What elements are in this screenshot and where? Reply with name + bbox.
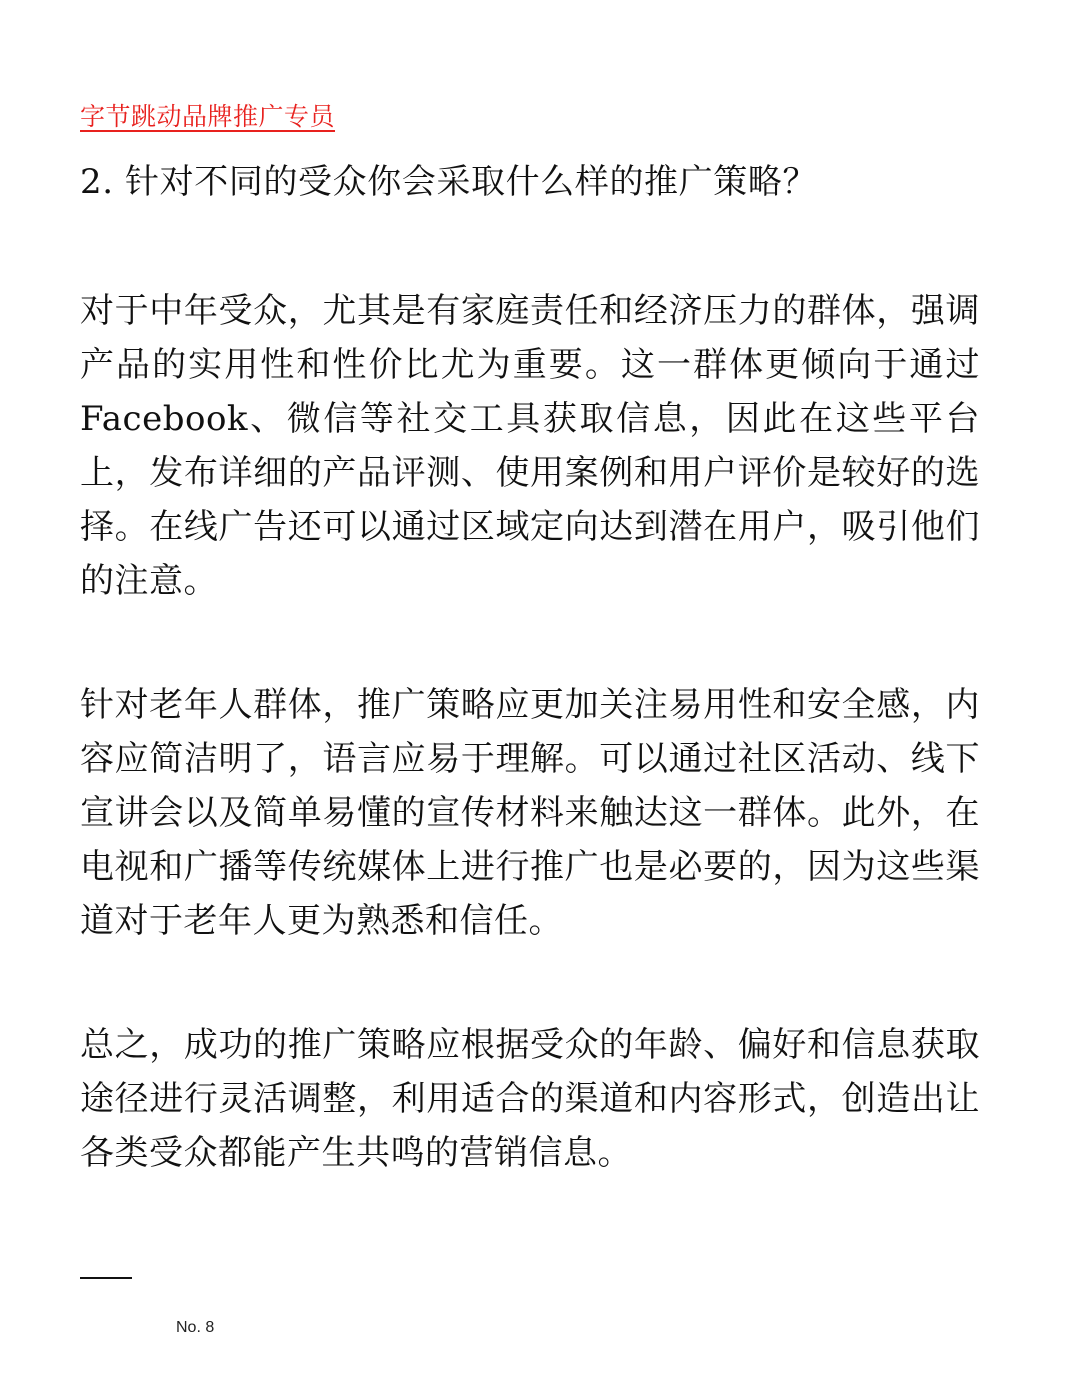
page-number: No. 8 bbox=[176, 1319, 215, 1336]
question-heading: 2. 针对不同的受众你会采取什么样的推广策略？ bbox=[80, 162, 818, 202]
answer-paragraph-summary: 总之，成功的推广策略应根据受众的年龄、偏好和信息获取途径进行灵活调整，利用适合的渠道和内容形式，创造出让各类受众都能产生共鸣的营销信息。 bbox=[80, 1025, 980, 1173]
answer-paragraph-middle-aged: 对于中年受众，尤其是有家庭责任和经济压力的群体，强调产品的实用性和性价比尤为重要。这一群体更倾向于通过 Facebook、微信等社交工具获取信息，因此在这些平台上，发布详细的产品评测、使用案例和用户评价是较好的选择。在线广告还可以通过区域定向达到潜在用户，吸引他们的注意。 bbox=[80, 291, 980, 601]
footer-divider bbox=[80, 1277, 132, 1279]
title-link[interactable]: 字节跳动品牌推广专员 bbox=[80, 102, 336, 131]
answer-paragraph-elderly: 针对老年人群体，推广策略应更加关注易用性和安全感，内容应简洁明了，语言应易于理解。可以通过社区活动、线下宣讲会以及简单易懂的宣传材料来触达这一群体。此外，在电视和广播等传统媒体上进行推广也是必要的，因为这些渠道对于老年人更为熟悉和信任。 bbox=[80, 685, 980, 941]
